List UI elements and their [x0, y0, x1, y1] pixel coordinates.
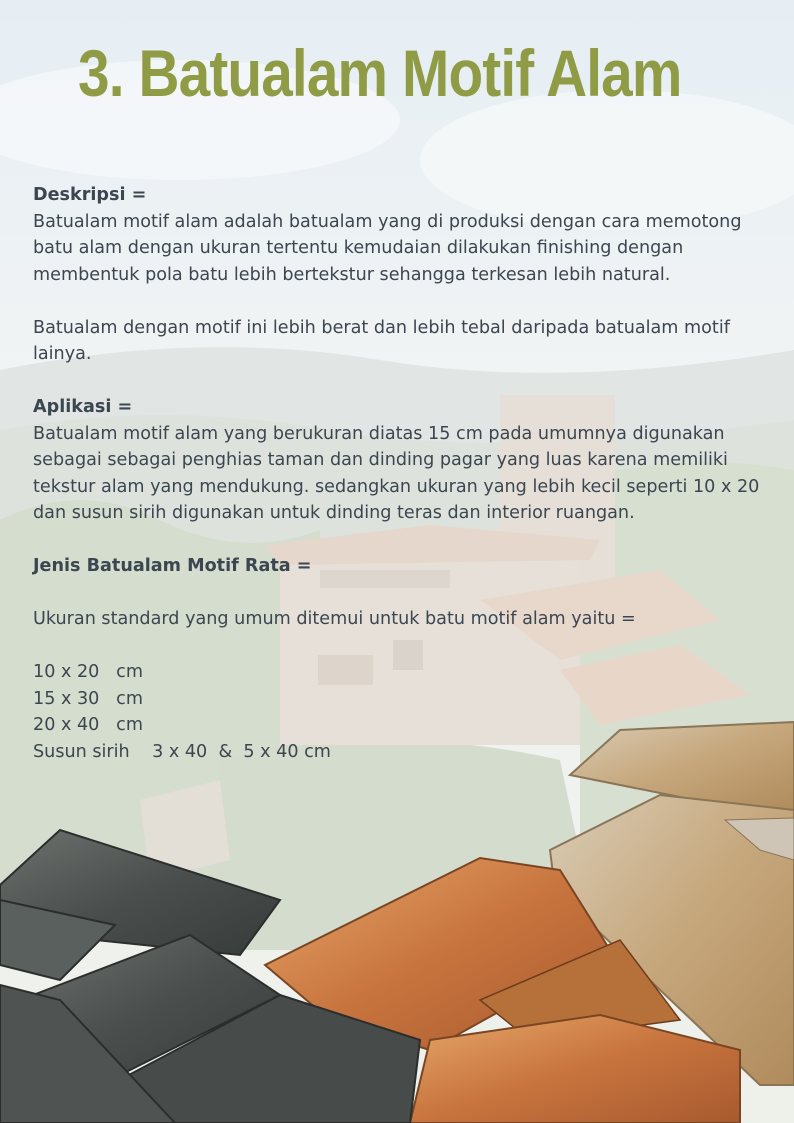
spacer — [33, 368, 763, 395]
spacer — [33, 633, 763, 660]
jenis-intro: Ukuran standard yang umum ditemui untuk batu motif alam yaitu = — [33, 609, 636, 629]
aplikasi-paragraph: Batualam motif alam yang berukuran diatas 15 cm pada umumnya digunakan sebagai sebagai penghias taman dan dinding pagar yang luas karena memiliki tekstur alam yang mendukung. sedangkan ukuran yang lebih kecil seperti 10 x 20 dan susun sirih digunakan untuk dinding teras dan interior ruangan. — [33, 423, 760, 523]
page-title: 3. Batualam Motif Alam — [78, 36, 682, 110]
size-item: Susun sirih 3 x 40 & 5 x 40 cm — [33, 741, 331, 762]
spacer — [33, 288, 763, 315]
deskripsi-paragraph-1: Batualam motif alam adalah batualam yang di produksi dengan cara memotong batu alam dengan ukuran tertentu kemudaian dilakukan finishing dengan membentuk pola batu lebih bertekstur sehangga terkesan lebih natural. — [33, 211, 742, 285]
section-heading-deskripsi: Deskripsi = — [33, 185, 147, 205]
size-item: 15 x 30 cm — [33, 688, 143, 709]
spacer — [33, 580, 763, 607]
content-body — [33, 182, 763, 765]
section-heading-aplikasi: Aplikasi = — [33, 397, 133, 417]
deskripsi-paragraph-2: Batualam dengan motif ini lebih berat dan lebih tebal daripada batualam motif lainya. — [33, 317, 730, 364]
section-heading-jenis: Jenis Batualam Motif Rata = — [33, 556, 312, 576]
size-item: 20 x 40 cm — [33, 715, 143, 735]
spacer — [33, 527, 763, 554]
size-item: 10 x 20 cm — [33, 662, 143, 682]
